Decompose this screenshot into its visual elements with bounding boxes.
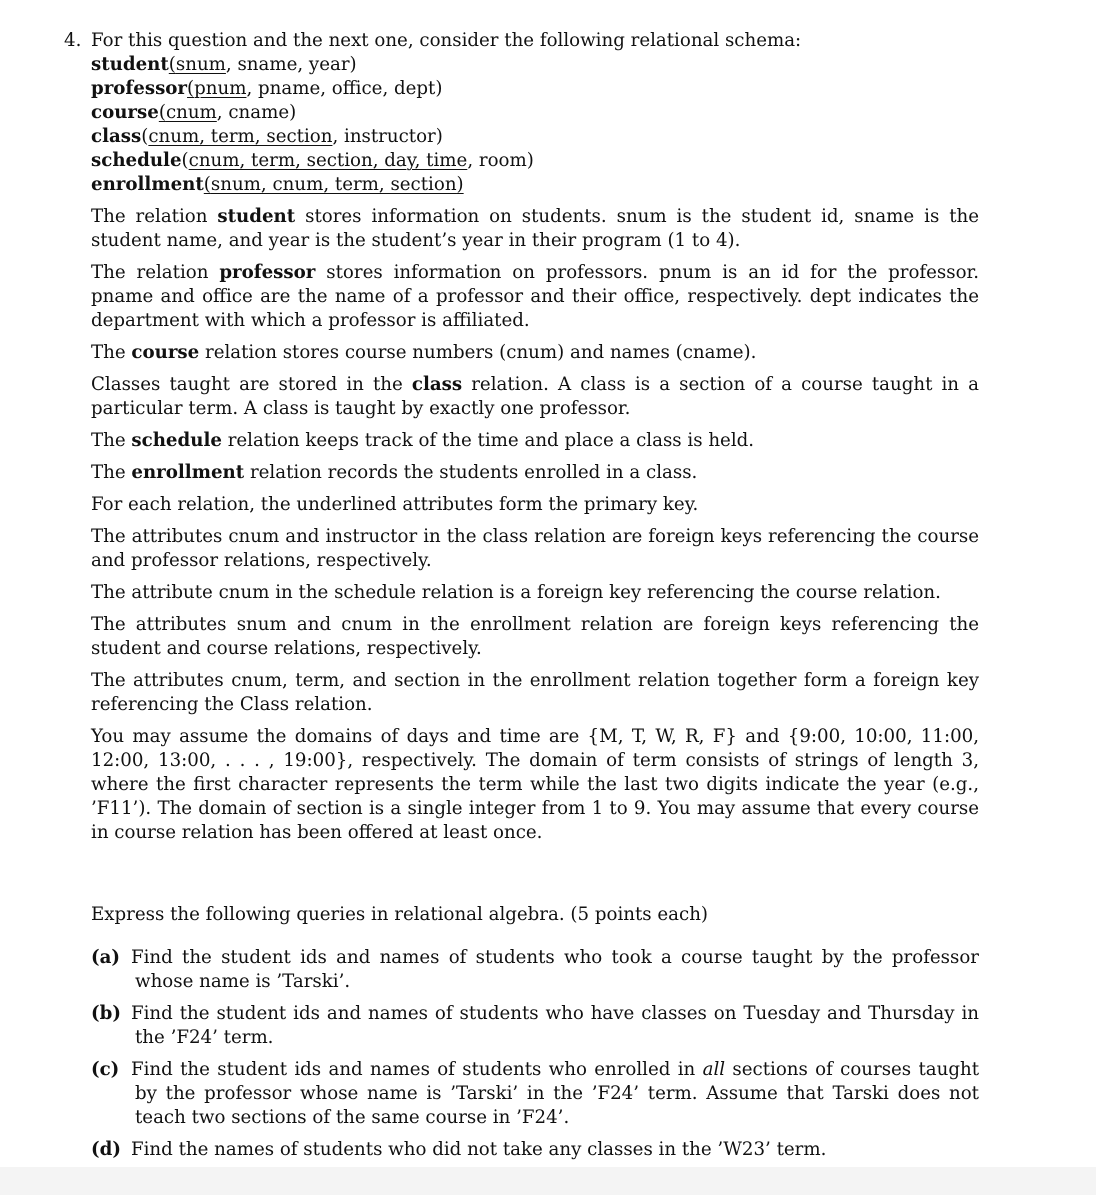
part-b: (b) Find the student ids and names of students who have classes on Tuesday and Thursday in the ’F24’ term. (91, 1003, 979, 1048)
question-intro: For this question and the next one, consider the following relational schema: (91, 30, 802, 51)
paragraph-student: The relation student stores information on students. snum is the student id, sname is the student name, and year is the student’s year in their program (1 to 4). (91, 206, 979, 251)
schema-course: course(cnum, cname) (91, 102, 297, 123)
paragraph-fk-enrollment-class: The attributes cnum, term, and section in the enrollment relation together form a foreign key referencing the Class relation. (91, 670, 979, 715)
description-block (91, 205, 979, 853)
instruction: Express the following queries in relational algebra. (5 points each) (91, 904, 709, 925)
schema-block (91, 29, 979, 197)
part-d: (d) Find the names of students who did not take any classes in the ’W23’ term. (91, 1139, 827, 1160)
query-parts (91, 946, 979, 1170)
schema-professor: professor(pnum, pname, office, dept) (91, 78, 443, 99)
schema-enrollment: enrollment(snum, cnum, term, section) (91, 174, 464, 195)
question-number: 4. (64, 30, 82, 51)
part-c: (c) Find the student ids and names of students who enrolled in all sections of courses taught by the professor whose name is ’Tarski’ in the ’F24’ term. Assume that Tarski does not teach two sections of the same course in ’F24’. (91, 1059, 980, 1128)
paragraph-schedule: The schedule relation keeps track of the time and place a class is held. (91, 430, 755, 451)
paragraph-fk-enrollment: The attributes snum and cnum in the enrollment relation are foreign keys referencing the student and course relations, respectively. (91, 614, 979, 659)
schema-class: class(cnum, term, section, instructor) (91, 126, 443, 147)
page-bottom-edge (0, 1167, 1096, 1195)
schema-student: student(snum, sname, year) (91, 54, 357, 75)
paragraph-fk-class: The attributes cnum and instructor in the class relation are foreign keys referencing the course and professor relations, respectively. (91, 526, 979, 571)
part-a: (a) Find the student ids and names of students who took a course taught by the professor whose name is ’Tarski’. (91, 947, 979, 992)
paragraph-course: The course relation stores course numbers (cnum) and names (cname). (91, 342, 757, 363)
paragraph-enrollment: The enrollment relation records the students enrolled in a class. (91, 462, 698, 483)
paragraph-primary-key: For each relation, the underlined attributes form the primary key. (91, 494, 699, 515)
paragraph-fk-schedule: The attribute cnum in the schedule relation is a foreign key referencing the course relation. (91, 582, 941, 603)
paragraph-class: Classes taught are stored in the class relation. A class is a section of a course taught in a particular term. A class is taught by exactly one professor. (91, 374, 979, 419)
schema-schedule: schedule(cnum, term, section, day, time, room) (91, 150, 534, 171)
paragraph-professor: The relation professor stores information on professors. pnum is an id for the professor. pname and office are the name of a professor and their office, respectively. dept indicates the department with which a professor is affiliated. (91, 262, 979, 331)
paragraph-domains: You may assume the domains of days and time are {M, T, W, R, F} and {9:00, 10:00, 11:00, 12:00, 13:00, . . . , 19:00}, respectively. The domain of term consists of strings of length 3, where the first character represents the term while the last two digits indicate the year (e.g., ’F11’). The domain of section is a single integer from 1 to 9. You may assume that every course in course relation has been offered at least once. (91, 726, 979, 843)
